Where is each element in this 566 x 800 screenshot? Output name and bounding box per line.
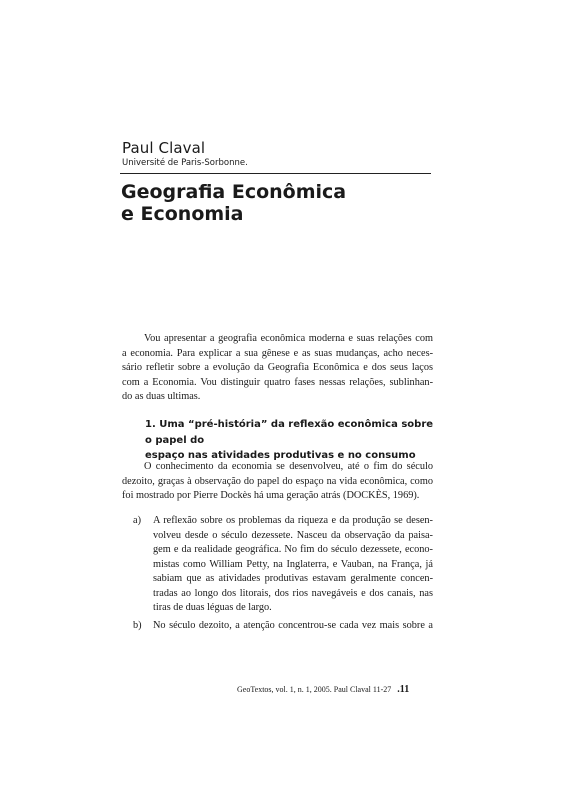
text-line: do as duas ultimas. [122,391,201,402]
text-line: Vou apresentar a geografia econômica moderna e suas relações com [144,333,433,344]
footer-citation: GeoTextos, vol. 1, n. 1, 2005. Paul Claval 11-27 [237,685,392,694]
text-line: volveu desde o século dezessete. Nasceu da observação da paisa- [153,529,433,541]
text-line: No século dezoito, a atenção concentrou-se cada vez mais sobre a [153,620,433,631]
heading-line: espaço nas atividades produtivas e no consumo [145,450,416,461]
text-line: tiras de duas léguas de largo. [153,602,272,613]
text-line: a economia. Para explicar a sua gênese e as suas mudanças, acho neces- [122,347,433,359]
text-line: sário refletir sobre a evolução da Geografia Econômica e dos seus laços [122,362,433,373]
text-line: sabiam que as atividades produtivas estavam geralmente concen- [153,573,433,584]
author-affiliation: Université de Paris-Sorbonne. [122,158,248,168]
article-title [121,181,346,225]
author-name: Paul Claval [122,139,206,157]
page-footer [237,684,409,695]
text-line: dezoito, graças à observação do papel do espaço na vida econômica, como [122,475,433,487]
header-rule [120,173,431,174]
list-marker: a) [133,515,141,526]
text-line: tradas ao longo dos litorais, dos rios navegáveis e dos canais, nas [153,587,433,599]
text-line: mistas como William Petty, na Inglaterra, e Vauban, na França, já [153,558,433,570]
heading-line: 1. Uma “pré-história” da reflexão econômica sobre o papel do [145,419,434,446]
text-line: gem e da realidade geográfica. No fim do século dezessete, econo- [153,544,433,555]
text-line: A reflexão sobre os problemas da riqueza e da produção se desen- [153,515,433,526]
text-line: foi mostrado por Pierre Dockès há uma geração atrás (DOCKÈS, 1969). [122,490,420,501]
title-line: Geografia Econômica [121,181,347,203]
section-heading [145,417,435,464]
text-line: O conhecimento da economia se desenvolveu, até o fim do século [144,461,433,472]
body-paragraph [122,460,433,504]
list-item [133,514,433,616]
intro-paragraph [122,332,433,405]
text-line: com a Economia. Vou distinguir quatro fases nessas relações, sublinhan- [122,376,433,388]
page-number: .11 [397,684,410,695]
title-line: e Economia [121,203,244,225]
list-marker: b) [133,620,142,631]
list-item [133,619,433,634]
